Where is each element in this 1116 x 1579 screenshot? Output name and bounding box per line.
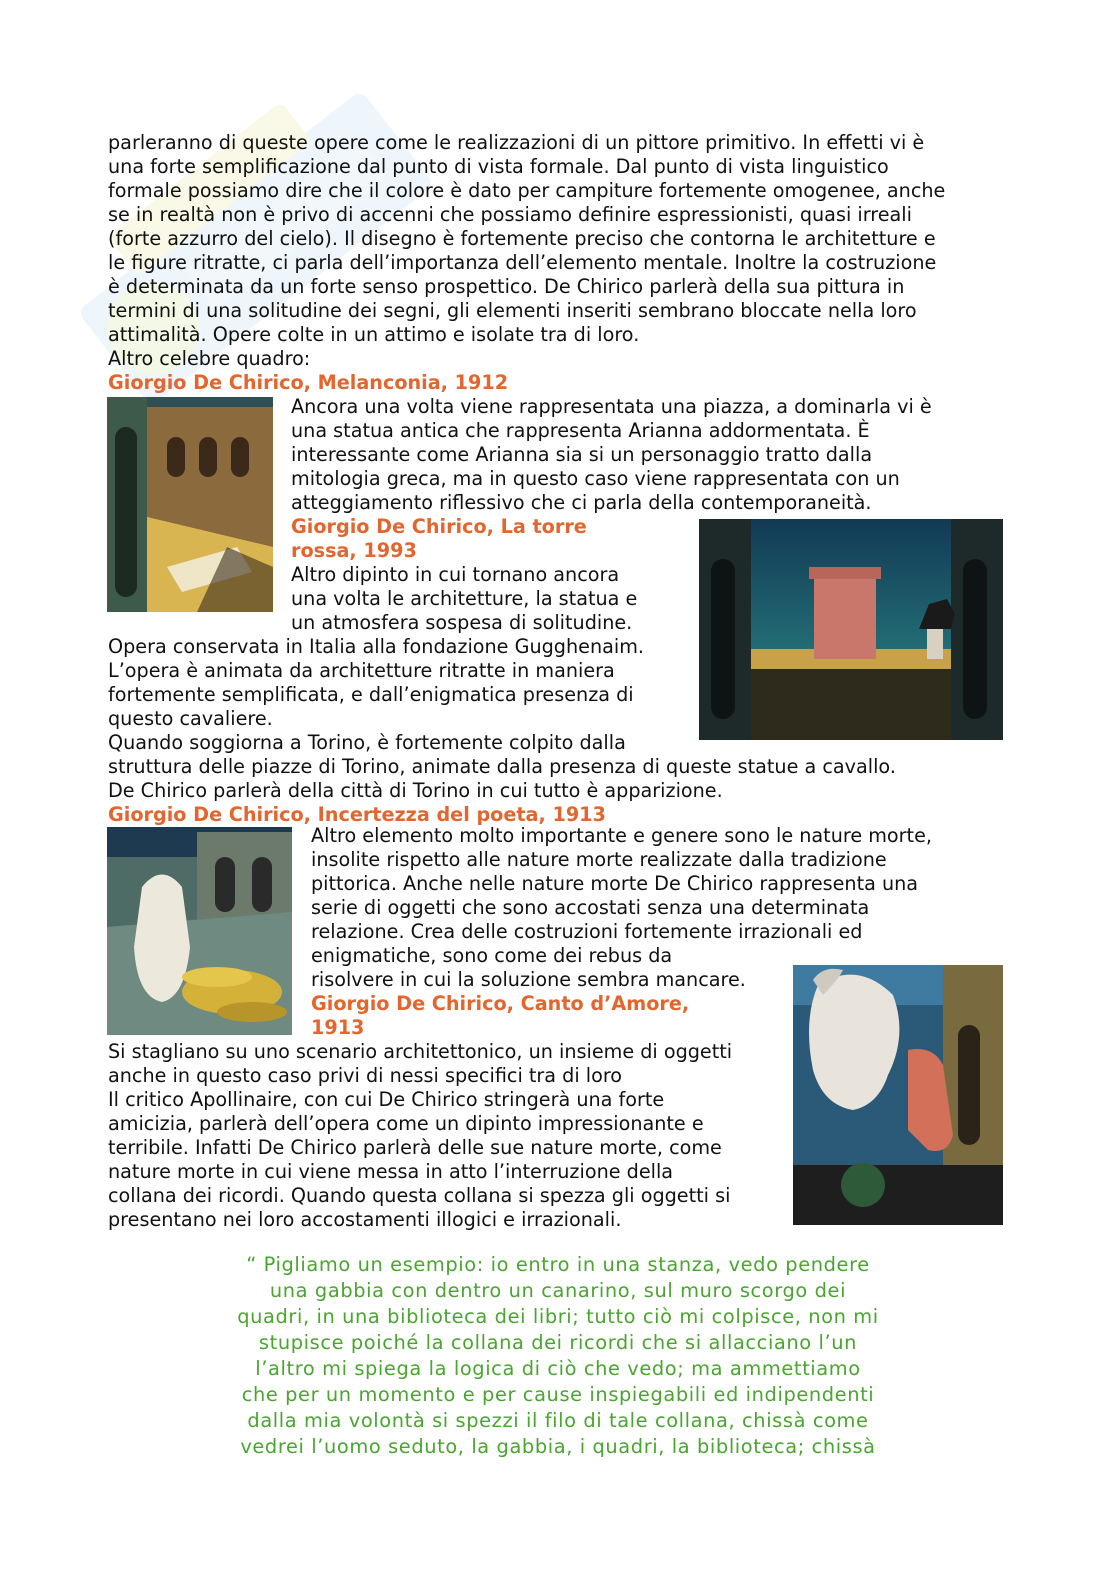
intro-line: formale possiamo dire che il colore è dato per campiture fortemente omogenee, anche — [108, 179, 946, 202]
melanconia-text-line: una statua antica che rappresenta Arianna addormentata. È — [291, 419, 870, 442]
canto-text-line: nature morte in cui viene messa in atto l’interruzione della — [108, 1160, 674, 1183]
painting-title-incertezza: Giorgio De Chirico, Incertezza del poeta, 1913 — [108, 803, 606, 826]
incertezza-text-line: risolvere in cui la soluzione sembra mancare. — [311, 968, 746, 991]
torre-text-line: L’opera è animata da architetture ritratte in maniera — [108, 659, 615, 682]
intro-line: Altro celebre quadro: — [108, 347, 311, 370]
melanconia-text-line: atteggiamento riflessivo che ci parla della contemporaneità. — [291, 491, 872, 514]
incertezza-text-line: insolite rispetto alle nature morte realizzate dalla tradizione — [311, 848, 887, 871]
quote-line: una gabbia con dentro un canarino, sul muro scorgo dei — [269, 1279, 847, 1302]
canto-text-line: Il critico Apollinaire, con cui De Chirico stringerà una forte — [108, 1088, 665, 1111]
canto-text-line: anche in questo caso privi di nessi specifici tra di loro — [108, 1064, 623, 1087]
torre-text-line: un atmosfera sospesa di solitudine. — [291, 611, 633, 634]
quote-line: stupisce poiché la collana dei ricordi che si allacciano l’un — [258, 1331, 858, 1354]
quote-line: l’altro mi spiega la logica di ciò che vedo; ma ammettiamo — [255, 1357, 861, 1380]
canto-text-line: presentano nei loro accostamenti illogici e irrazionali. — [108, 1208, 622, 1231]
intro-line: (forte azzurro del cielo). Il disegno è fortemente preciso che contorna le architetture e — [108, 227, 936, 250]
canto-text-line: amicizia, parlerà dell’opera come un dipinto impressionante e — [108, 1112, 704, 1135]
torre-text-line: Opera conservata in Italia alla fondazione Gugghenaim. — [108, 635, 644, 658]
melanconia-text-line: mitologia greca, ma in questo caso viene rappresentata con un — [291, 467, 900, 490]
canto-text-line: Si stagliano su uno scenario architettonico, un insieme di oggetti — [108, 1040, 733, 1063]
painting-canto-amore-image — [793, 965, 1003, 1225]
quote-line: quadri, in una biblioteca dei libri; tutto ciò mi colpisce, non mi — [237, 1305, 879, 1328]
intro-line: è determinata da un forte senso prospettico. De Chirico parlerà della sua pittura in — [108, 275, 905, 298]
torre-text-line: una volta le architetture, la statua e — [291, 587, 638, 610]
torre-text-line: De Chirico parlerà della città di Torino in cui tutto è apparizione. — [108, 779, 723, 802]
intro-line: una forte semplificazione dal punto di vista formale. Dal punto di vista linguistico — [108, 155, 889, 178]
quote-line: “ Pigliamo un esempio: io entro in una stanza, vedo pendere — [246, 1253, 870, 1276]
torre-text-line: questo cavaliere. — [108, 707, 273, 730]
melanconia-text-line: interessante come Arianna sia si un personaggio tratto dalla — [291, 443, 873, 466]
incertezza-text-line: relazione. Crea delle costruzioni fortemente irrazionali ed — [311, 920, 863, 943]
intro-line: attimalità. Opere colte in un attimo e isolate tra di loro. — [108, 323, 640, 346]
torre-text-line: struttura delle piazze di Torino, animate dalla presenza di queste statue a cavallo. — [108, 755, 896, 778]
torre-text-line: fortemente semplificata, e dall’enigmatica presenza di — [108, 683, 634, 706]
canto-text-line: terribile. Infatti De Chirico parlerà delle sue nature morte, come — [108, 1136, 722, 1159]
intro-line: parleranno di queste opere come le realizzazioni di un pittore primitivo. In effetti vi è — [108, 131, 925, 154]
canto-text-line: collana dei ricordi. Quando questa collana si spezza gli oggetti si — [108, 1184, 731, 1207]
quote-line: che per un momento e per cause inspiegabili ed indipendenti — [241, 1383, 875, 1406]
intro-line: se in realtà non è privo di accenni che possiamo definire espressionisti, quasi irreali — [108, 203, 912, 226]
quote-line: vedrei l’uomo seduto, la gabbia, i quadri, la biblioteca; chissà — [240, 1435, 876, 1458]
incertezza-text-line: enigmatiche, sono come dei rebus da — [311, 944, 673, 967]
painting-title-melanconia: Giorgio De Chirico, Melanconia, 1912 — [108, 371, 509, 394]
quote-line: dalla mia volontà si spezzi il filo di tale collana, chissà come — [247, 1409, 869, 1432]
painting-torre-rossa-image — [699, 519, 1003, 740]
intro-line: termini di una solitudine dei segni, gli elementi inseriti sembrano bloccate nella loro — [108, 299, 917, 322]
melanconia-text-line: Ancora una volta viene rappresentata una piazza, a dominarla vi è — [291, 395, 932, 418]
torre-text-line: Altro dipinto in cui tornano ancora — [291, 563, 620, 586]
torre-text-line: Quando soggiorna a Torino, è fortemente colpito dalla — [108, 731, 626, 754]
incertezza-text-line: serie di oggetti che sono accostati senza una determinata — [311, 896, 870, 919]
incertezza-text-line: Altro elemento molto importante e genere sono le nature morte, — [311, 824, 932, 847]
intro-line: le figure ritratte, ci parla dell’importanza dell’elemento mentale. Inoltre la costruzione — [108, 251, 937, 274]
incertezza-text-line: pittorica. Anche nelle nature morte De Chirico rappresenta una — [311, 872, 919, 895]
painting-incertezza-image — [107, 827, 292, 1035]
painting-title-torre-rossa: Giorgio De Chirico, La torre — [291, 515, 587, 538]
painting-title-canto-amore: Giorgio De Chirico, Canto d’Amore, — [311, 992, 690, 1015]
painting-title-canto-amore: 1913 — [311, 1016, 365, 1039]
painting-title-torre-rossa: rossa, 1993 — [291, 539, 417, 562]
painting-melanconia-image — [107, 397, 273, 612]
